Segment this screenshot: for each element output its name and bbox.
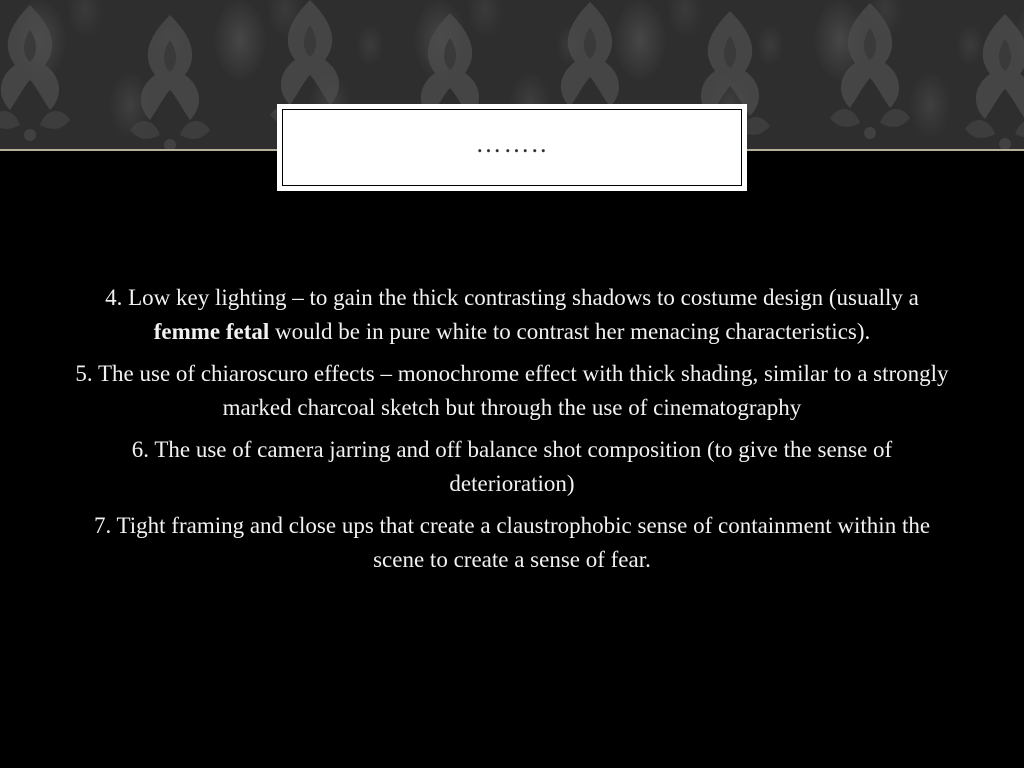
point-4	[70, 281, 954, 349]
point-5: 5. The use of chiaroscuro effects – monochrome effect with thick shading, similar to a strongly marked charcoal sketch but through the use of cinematography	[75, 361, 949, 420]
point-7: 7. Tight framing and close ups that create a claustrophobic sense of containment within the scene to create a sense of fear.	[93, 513, 931, 572]
point-6: 6. The use of camera jarring and off balance shot composition (to give the sense of deterioration)	[131, 437, 893, 496]
point-4-text-end: would be in pure white to contrast her menacing characteristics).	[269, 319, 871, 344]
title-box	[277, 104, 747, 191]
slide-title: ……..	[475, 128, 549, 158]
point-4-text-start: 4. Low key lighting – to gain the thick contrasting shadows to costume design (usually a	[105, 285, 919, 310]
slide-body	[70, 281, 954, 585]
point-4-bold-term: femme fetal	[153, 319, 270, 344]
